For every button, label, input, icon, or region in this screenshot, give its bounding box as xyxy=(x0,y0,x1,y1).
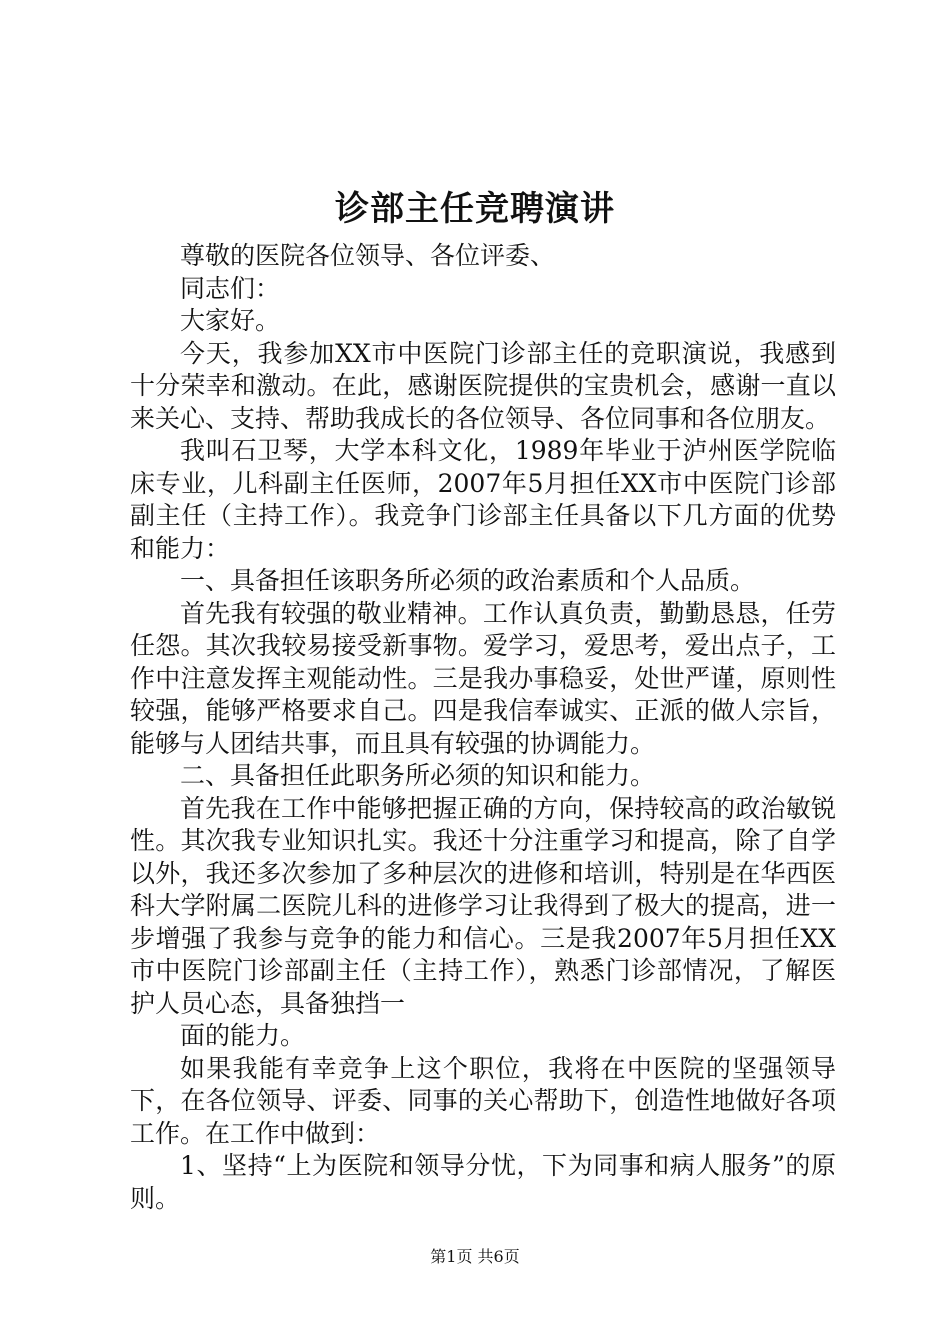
paragraph-principle-one: 1、坚持“上为医院和领导分忧，下为同事和病人服务”的原则。 xyxy=(130,1151,836,1213)
paragraph-section-two-body: 首先我在工作中能够把握正确的方向，保持较高的政治敏锐性。其次我专业知识扎实。我还十分注重学习和提高，除了自学以外，我还多次参加了多种层次的进修和培训，特别是在华西医科大学附属二医院儿科的进修学习让我得到了极大的提高，进一步增强了我参与竞争的能力和信心。三是我2007年5月担任XX市中医院门诊部副主任（主持工作），熟悉门诊部情况，了解医护人员心态，具备独挡一 xyxy=(130,793,836,1018)
paragraph-section-one-body: 首先我有较强的敬业精神。工作认真负责，勤勤恳恳，任劳任怨。其次我较易接受新事物。爱学习，爱思考，爱出点子，工作中注意发挥主观能动性。三是我办事稳妥，处世严谨，原则性较强，能够严格要求自己。四是我信奉诚实、正派的做人宗旨，能够与人团结共事，而且具有较强的协调能力。 xyxy=(130,598,836,758)
paragraph-continuation: 面的能力。 xyxy=(180,1021,306,1050)
paragraph-intro: 今天，我参加XX市中医院门诊部主任的竞职演说，我感到十分荣幸和激动。在此，感谢医院提供的宝贵机会，感谢一直以来关心、支持、帮助我成长的各位领导、各位同事和各位朋友。 xyxy=(130,338,836,433)
page-footer: 第1页 共6页 xyxy=(430,1247,520,1266)
paragraph-self-intro: 我叫石卫琴，大学本科文化，1989年毕业于泸州医学院临床专业，儿科副主任医师，2007年5月担任XX市中医院门诊部副主任（主持工作）。我竞争门诊部主任具备以下几方面的优势和能力： xyxy=(130,436,836,563)
paragraph-section-one-heading: 一、具备担任该职务所必须的政治素质和个人品质。 xyxy=(180,566,756,595)
paragraph-comrades: 同志们： xyxy=(180,273,281,303)
paragraph-hello: 大家好。 xyxy=(180,306,281,335)
paragraph-section-two-heading: 二、具备担任此职务所必须的知识和能力。 xyxy=(180,761,656,790)
paragraph-commitment: 如果我能有幸竞争上这个职位，我将在中医院的坚强领导下，在各位领导、评委、同事的关心帮助下，创造性地做好各项工作。在工作中做到： xyxy=(130,1053,836,1148)
paragraph-greeting: 尊敬的医院各位领导、各位评委、 xyxy=(180,241,556,270)
document-body xyxy=(130,240,836,1215)
document-title: 诊部主任竞聘演讲 xyxy=(335,189,615,229)
